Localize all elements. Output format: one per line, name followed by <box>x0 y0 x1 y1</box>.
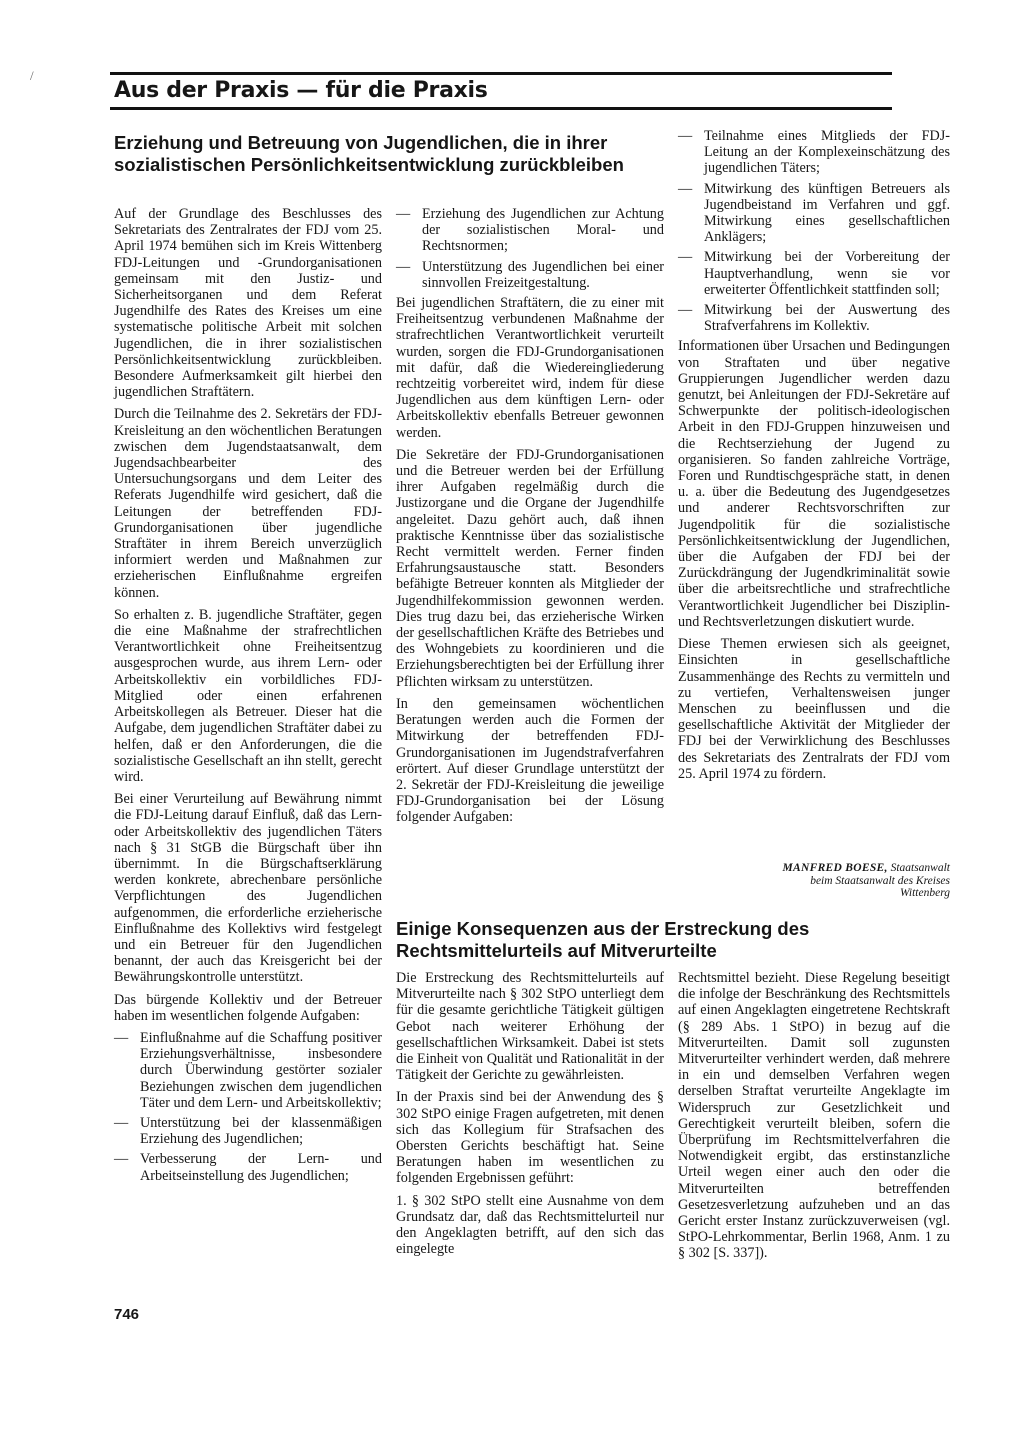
article2-title: Einige Konsequenzen aus der Erstreckung des Rechtsmittelurteils auf Mitverurteilte <box>396 918 810 961</box>
paragraph: Rechtsmittel bezieht. Diese Regelung beseitigt die infolge der Beschränkung des Rechtsmittels auf einen Angeklagten eingetretene Rechtskraft (§ 289 Abs. 1 StPO) in bezug auf die Mitverurteilten. Damit soll zugunsten Mitverurteilter verhindert werden, daß mehrere in ein und demselben Verfahren wegen derselben Straftat verurteilte Angeklagte im Widerspruch zur Gesetzlichkeit und Gerechtigkeit verurteilt bleiben, sofern die Überprüfung im Rechtsmittelverfahren die Notwendigkeit ergibt, das erstinstanzliche Urteil wegen einer auch den oder die Mitverurteilten betreffenden Gesetzesverletzung aufzuheben und an das Gericht erster Instanz zurückzuverweisen (vgl. StPO-Lehrkommentar, Berlin 1968, Anm. 1 zu § 302 [S. 337]). <box>678 970 950 1262</box>
list-item: — Einflußnahme auf die Schaffung positiver Erziehungsverhältnisse, insbesondere durch Überwindung gestörter sozialer Beziehungen zwischen dem jugendlichen Täter und dem Lern- und Arbeitskollektiv; <box>114 1030 382 1111</box>
author-role: Staatsanwalt <box>890 862 950 874</box>
list-item: — Teilnahme eines Mitglieds der FDJ-Leitung an der Komplexeinschätzung des jugendlichen Täters; <box>678 128 950 177</box>
list-item: — Mitwirkung bei der Auswertung des Strafverfahrens im Kollektiv. <box>678 302 950 334</box>
section-header <box>110 72 892 110</box>
article1-title: Erziehung und Betreuung von Jugendlichen, die in ihrer sozialistischen Persönlichkeitsentwicklung zurückbleiben <box>114 132 624 175</box>
list-item: — Mitwirkung bei der Vorbereitung der Hauptverhandlung, wenn sie vor erweiterter Öffentlichkeit stattfinden soll; <box>678 249 950 298</box>
paragraph: Durch die Teilnahme des 2. Sekretärs der FDJ-Kreisleitung an den wöchentlichen Beratungen zwischen dem Jugendstaatsanwalt, dem Jugendsachbearbeiter des Untersuchungsorgans und dem Leiter des Referats Jugendhilfe wird gesichert, daß die Leitungen der betreffenden FDJ-Grundorganisationen über jugendliche Straftäter in ihrem Bereich unverzüglich informiert werden und Maßnahmen zur erzieherischen Einflußnahme ergreifen können. <box>114 406 382 601</box>
paragraph: Die Erstreckung des Rechtsmittelurteils auf Mitverurteilte nach § 302 StPO unterliegt dem für die gesamte gerichtliche Tätigkeit gültigen Gebot nach weiterer Erhöhung der gesellschaftlichen Wirksamkeit. Dabei ist stets die Einheit von Qualität und Rationalität in der Tätigkeit der Gerichte zu gewährleisten. <box>396 970 664 1084</box>
paragraph: In der Praxis sind bei der Anwendung des § 302 StPO einige Fragen aufgetreten, mit denen sich das Kollegium für Strafsachen des Obersten Gerichts beschäftigt hat. Seine Beratungen haben im wesentlichen zu folgenden Ergebnissen geführt: <box>396 1089 664 1187</box>
list-item: — Verbesserung der Lern- und Arbeitseinstellung des Jugendlichen; <box>114 1151 382 1183</box>
paragraph: Bei einer Verurteilung auf Bewährung nimmt die FDJ-Leitung darauf Einfluß, daß das Lern- oder Arbeitskollektiv des jugendlichen Täters nach § 31 StGB die Bürgschaft über ihn übernimmt. In die Bürgschaftserklärung werden konkrete, abrechenbare persönliche Verpflichtungen des Jugendlichen aufgenommen, die erforderliche erzieherische Einflußnahme des Kollektivs wird festgelegt und ein Betreuer für den Jugendlichen benannt, der auch das Kreisgericht bei der Bewährungskontrolle unterstützt. <box>114 791 382 986</box>
paragraph: So erhalten z. B. jugendliche Straftäter, gegen die eine Maßnahme der strafrechtlichen Verantwortlichkeit ohne Freiheitsentzug ausgesprochen wurde, aus ihrem Lern- oder Arbeitskollektiv ein vorbildliches FDJ-Mitglied oder einen erfahrenen Arbeitskollegen als Betreuer. Dieser hat die Aufgabe, dem jugendlichen Straftäter dabei zu helfen, daß er den Anforderungen, die die sozialistische Gesellschaft an ihn stellt, gerecht wird. <box>114 606 382 785</box>
list-item: — Erziehung des Jugendlichen zur Achtung der sozialistischen Moral- und Rechtsnormen; <box>396 206 664 255</box>
article1-column-3 <box>678 128 950 788</box>
article2-column-1 <box>396 970 664 1263</box>
paragraph: In den gemeinsamen wöchentlichen Beratungen werden auch die Formen der Mitwirkung der betreffenden FDJ-Grundorganisationen im Jugendstrafverfahren erörtert. Auf dieser Grundlage unterstützt der 2. Sekretär der FDJ-Kreisleitung die jeweilige FDJ-Grundorganisation bei der Lösung folgender Aufgaben: <box>396 695 664 826</box>
paragraph: Die Sekretäre der FDJ-Grundorganisationen und die Betreuer werden bei der Erfüllung ihrer Aufgaben regelmäßig durch die Justizorgane und die Organe der Jugendhilfe angeleitet. Dazu gehört auch, daß ihnen praktische Kenntnisse über das sozialistische Recht vermittelt werden. Ferner finden Erfahrungsaustausche statt. Besonders befähigte Betreuer konnten als Mitglieder der Jugendhilfekommission gewonnen werden. Dies trug dazu bei, das erzieherische Wirken der gesellschaftlichen Kräfte des Betriebes und des Wohngebiets zu koordinieren und die Erziehungsberechtigten bei der Erfüllung ihrer Pflichten wirksam zu unterstützen. <box>396 446 664 690</box>
article1-column-1 <box>114 206 382 1188</box>
paragraph: Diese Themen erwiesen sich als geeignet, Einsichten in gesellschaftliche Zusammenhänge des Rechts zu vermitteln und zu vertiefen, Verhaltensweisen junger Menschen zu beeinflussen und die gesellschaftliche Aktivität der Mitglieder der FDJ bei der Verwirklichung des Beschlusses des Sekretariats des Zentralrats der FDJ vom 25. April 1974 zu fördern. <box>678 636 950 782</box>
paragraph: Auf der Grundlage des Beschlusses des Sekretariats des Zentralrates der FDJ vom 25. April 1974 bemühen sich im Kreis Wittenberg FDJ-Leitungen und -Grundorganisationen gemeinsam mit den Justiz- und Sicherheitsorganen und dem Referat Jugendhilfe des Rates des Kreises um eine systematische politische Arbeit mit solchen Jugendlichen, die in ihrer sozialistischen Persönlichkeitsentwicklung zurückbleiben. Besondere Aufmerksamkeit gilt hierbei den jugendlichen Straftätern. <box>114 206 382 401</box>
section-title: Aus der Praxis — für die Praxis <box>114 78 488 103</box>
paragraph: Bei jugendlichen Straftätern, die zu einer mit Freiheitsentzug verbundenen Maßnahme der strafrechtlichen Verantwortlichkeit verurteilt wurden, sorgen die FDJ-Grundorganisationen mit dafür, daß die Wiedereingliederung rechtzeitig vorbereitet wird, indem für diese Jugendlichen aus dem künftigen Lern- oder Arbeitskollektiv ebenfalls Betreuer gewonnen werden. <box>396 295 664 441</box>
author-location: Wittenberg <box>899 887 950 899</box>
author-affiliation: beim Staatsanwalt des Kreises <box>810 874 950 887</box>
task-list <box>114 1030 382 1184</box>
paragraph: 1. § 302 StPO stellt eine Ausnahme von dem Grundsatz dar, daß das Rechtsmittelurteil nur den Angeklagten betrifft, auf den sich das eingelegte <box>396 1192 664 1258</box>
paragraph: Informationen über Ursachen und Bedingungen von Straftaten und über negative Gruppierungen Jugendlicher werden dazu genutzt, bei Anleitungen der FDJ-Sekretäre auf Schwerpunkte der politisch-ideologischen Arbeit in den FDJ-Gruppen hinzuweisen und die Rechtserziehung der Jugend zu organisieren. So fanden zahlreiche Vorträge, Foren und Rundtischgespräche statt, in denen u. a. über die Bedeutung des Jugendgesetzes und anderer Rechtsvorschriften zur Jugendpolitik für die sozialistische Persönlichkeitsentwicklung der Jugendlichen, über die Aufgaben der FDJ bei der Zurückdrängung der Jugendkriminalität sowie über die arbeitsrechtliche und strafrechtliche Verantwortlichkeit Jugendlicher bei Disziplin- und Rechtsverletzungen diskutiert wurde. <box>678 338 950 630</box>
list-item: — Unterstützung des Jugendlichen bei einer sinnvollen Freizeitgestaltung. <box>396 259 664 291</box>
list-item: — Unterstützung bei der klassenmäßigen Erziehung des Jugendlichen; <box>114 1115 382 1147</box>
task-list <box>678 128 950 334</box>
article2-column-2 <box>678 970 950 1268</box>
article1-column-2 <box>396 206 664 832</box>
author-signature <box>706 862 950 900</box>
page-number: 746 <box>114 1306 140 1323</box>
paragraph: Das bürgende Kollektiv und der Betreuer haben im wesentlichen folgende Aufgaben: <box>114 991 382 1024</box>
author-name: MANFRED BOESE, <box>782 862 888 874</box>
margin-mark: / <box>30 68 34 83</box>
task-list <box>396 206 664 291</box>
list-item: — Mitwirkung des künftigen Betreuers als Jugendbeistand im Verfahren und ggf. Mitwirkung eines gesellschaftlichen Anklägers; <box>678 181 950 246</box>
